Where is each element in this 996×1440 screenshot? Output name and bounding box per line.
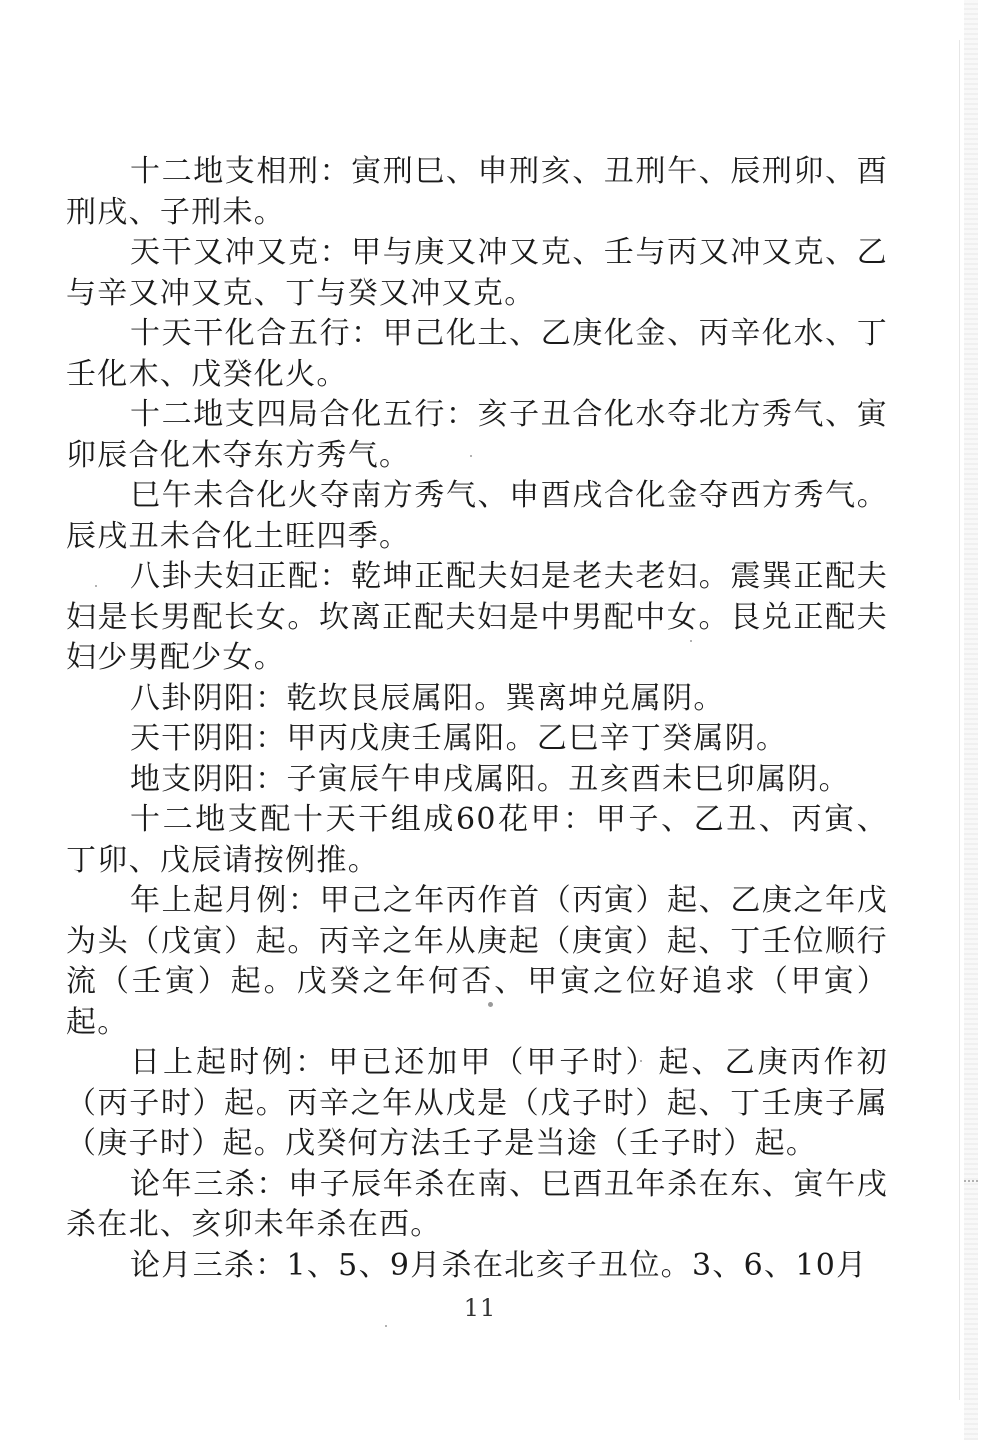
paragraph-month-three-killings: 论月三杀：1、5、9月杀在北亥子丑位。3、6、10月 — [130, 1247, 868, 1283]
paragraph-branch-yinyang: 地支阴阳：子寅辰午申戌属阳。丑亥酉未巳卯属阴。 — [130, 761, 850, 797]
page-edge-shadow — [964, 0, 978, 1440]
scan-speck — [385, 1325, 387, 1327]
paragraph-sixty-jiazi: 十二地支配十天干组成60花甲：甲子、乙丑、丙寅、丁卯、戊辰请按例推。 — [66, 802, 888, 878]
paragraph-stem-combinations: 十天干化合五行：甲己化土、乙庚化金、丙辛化水、丁壬化木、戊癸化火。 — [66, 316, 888, 392]
paragraph-branch-combinations-cont: 巳午未合化火夺南方秀气、申酉戌合化金夺西方秀气。辰戌丑未合化土旺四季。 — [66, 478, 888, 554]
scan-edge-mark — [964, 1180, 978, 1192]
main-text-body — [66, 152, 888, 1286]
paragraph-branch-combinations: 十二地支四局合化五行：亥子丑合化水夺北方秀气、寅卯辰合化木夺东方秀气。 — [66, 397, 888, 473]
paragraph-heavenly-stem-clashes: 天干又冲又克：甲与庚又冲又克、壬与丙又冲又克、乙与辛又冲又克、丁与癸又冲又克。 — [66, 235, 888, 311]
paragraph-stem-yinyang: 天干阴阳：甲丙戊庚壬属阳。乙巳辛丁癸属阴。 — [130, 721, 788, 756]
paragraph-month-from-year: 年上起月例：甲己之年丙作首（丙寅）起、乙庚之年戊为头（戊寅）起。丙辛之年从庚起（庚寅）起、丁壬位顺行流（壬寅）起。戊癸之年何否、甲寅之位好追求（甲寅）起。 — [66, 883, 888, 1040]
paragraph-trigram-pairs: 八卦夫妇正配：乾坤正配夫妇是老夫老妇。震巽正配夫妇是长男配长女。坎离正配夫妇是中男配中女。艮兑正配夫妇少男配少女。 — [66, 559, 888, 675]
paragraph-earthly-branch-punishments: 十二地支相刑：寅刑巳、申刑亥、丑刑午、辰刑卯、酉刑戌、子刑未。 — [66, 154, 888, 230]
paragraph-year-three-killings: 论年三杀：申子辰年杀在南、巳酉丑年杀在东、寅午戌杀在北、亥卯未年杀在西。 — [66, 1166, 888, 1242]
scan-edge-line — [959, 40, 960, 1400]
page-number: 11 — [463, 1294, 497, 1322]
paragraph-hour-from-day: 日上起时例：甲已还加甲（甲子时）起、乙庚丙作初（丙子时）起。丙辛之年从戊是（戊子时）起、丁壬庚子属（庚子时）起。戊癸何方法壬子是当途（壬子时）起。 — [66, 1045, 888, 1161]
paragraph-trigram-yinyang: 八卦阴阳：乾坎艮辰属阳。巽离坤兑属阴。 — [130, 680, 725, 716]
